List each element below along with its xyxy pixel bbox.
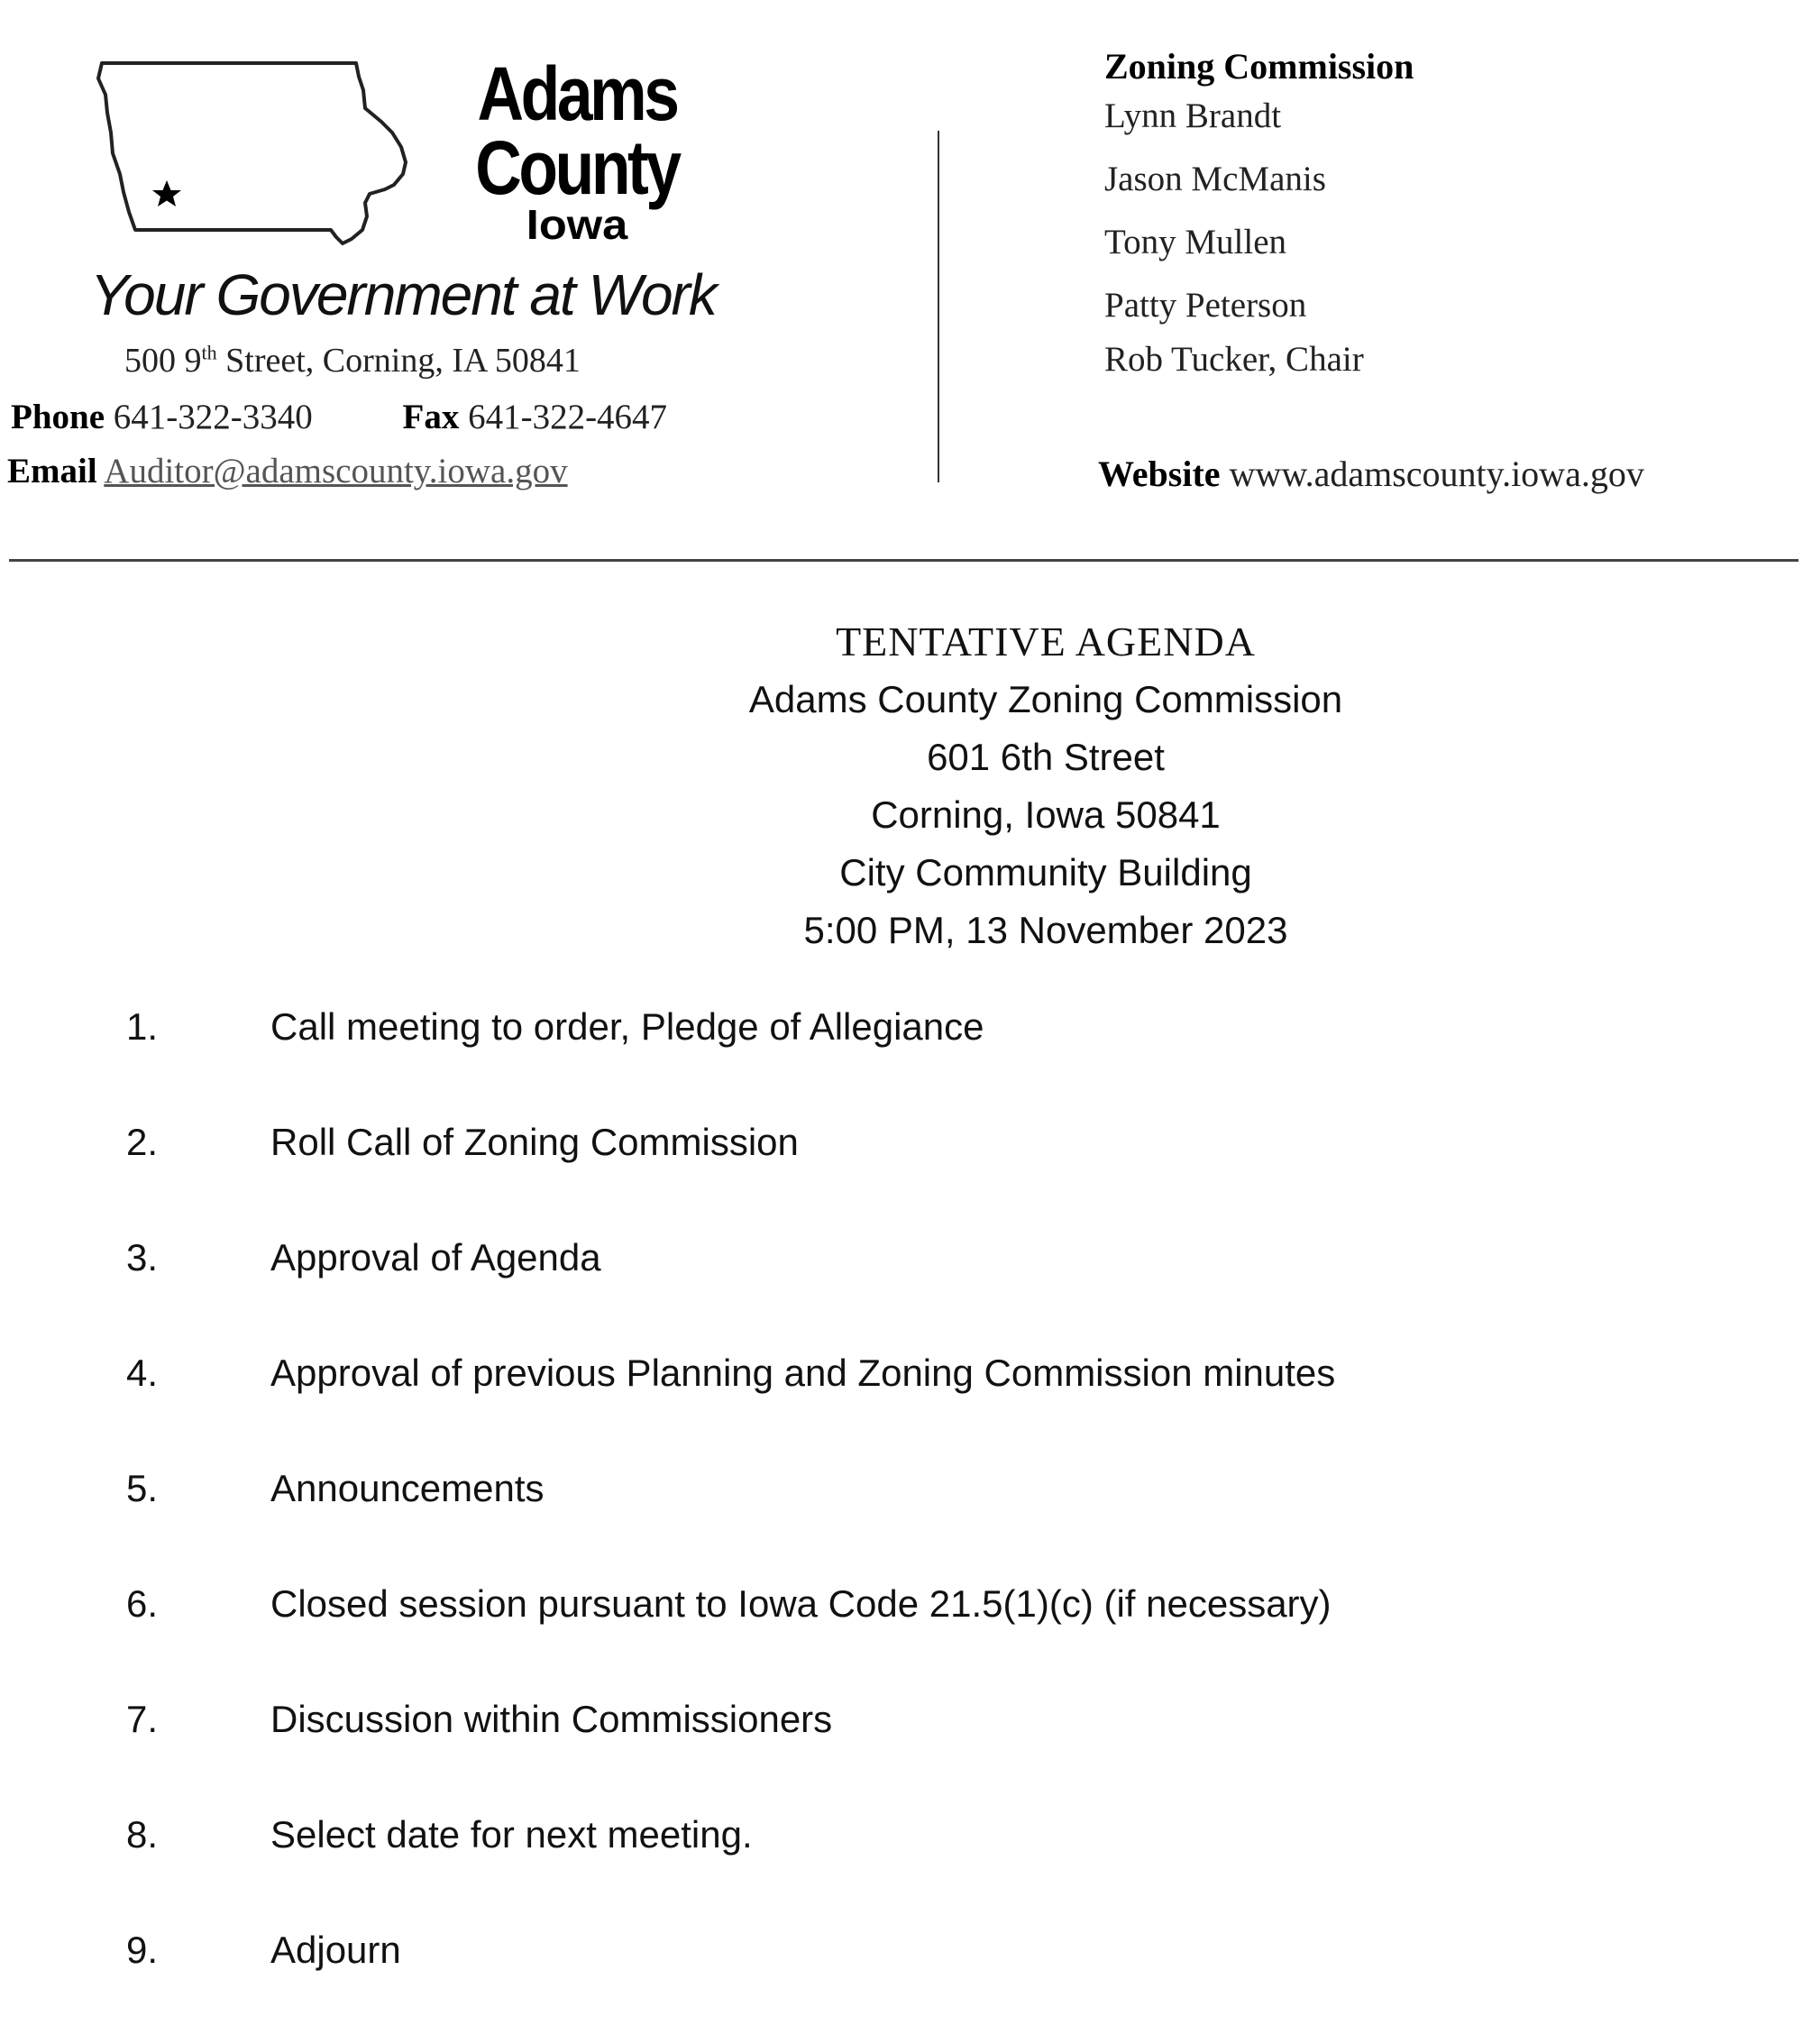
agenda-address: 601 6th Street <box>927 736 1165 778</box>
header-rule <box>9 559 1798 562</box>
agenda-item <box>126 1352 1749 1467</box>
item-text: Call meeting to order, Pledge of Allegiance <box>270 1005 984 1048</box>
agenda-item <box>126 1005 1749 1121</box>
item-number: 3. <box>126 1236 159 1279</box>
address-number: 500 9 <box>124 342 202 380</box>
item-number: 4. <box>126 1352 159 1394</box>
item-number: 8. <box>126 1813 159 1856</box>
address-suffix: th <box>201 341 217 364</box>
item-number: 5. <box>126 1467 159 1509</box>
item-text: Announcements <box>270 1467 545 1509</box>
agenda-header <box>541 613 1551 959</box>
agenda-datetime: 5:00 PM, 13 November 2023 <box>803 909 1288 951</box>
logo-line-adams: Adams <box>477 51 677 136</box>
agenda-item <box>126 1929 1749 2044</box>
item-number: 9. <box>126 1929 159 1971</box>
agenda-venue: City Community Building <box>839 851 1252 894</box>
website-link[interactable]: www.adamscounty.iowa.gov <box>1229 454 1644 494</box>
item-text: Approval of Agenda <box>270 1236 601 1279</box>
item-text: Discussion within Commissioners <box>270 1698 833 1740</box>
item-number: 6. <box>126 1582 159 1625</box>
contact-phone-fax <box>11 397 667 437</box>
email-label: Email <box>7 452 97 490</box>
phone-number: 641-322-3340 <box>113 398 313 436</box>
fax-label: Fax <box>402 398 460 436</box>
fax-number: 641-322-4647 <box>468 398 668 436</box>
agenda-item <box>126 1467 1749 1582</box>
item-text: Approval of previous Planning and Zoning Commission minutes <box>270 1352 1336 1394</box>
commission-roster <box>1104 45 1414 405</box>
agenda-item <box>126 1813 1749 1929</box>
commission-member: Lynn Brandt <box>1104 96 1282 135</box>
item-number: 2. <box>126 1121 159 1163</box>
header-divider <box>938 131 939 482</box>
agenda-item <box>126 1582 1749 1698</box>
item-text: Adjourn <box>270 1929 401 1971</box>
address-rest: Street, Corning, IA 50841 <box>216 342 581 380</box>
county-logo-text <box>446 51 708 248</box>
commission-member: Patty Peterson <box>1104 286 1307 325</box>
item-number: 1. <box>126 1005 159 1048</box>
contact-email <box>7 451 568 491</box>
commission-heading: Zoning Commission <box>1104 46 1414 87</box>
commission-member: Rob Tucker, Chair <box>1104 340 1364 379</box>
agenda-item <box>126 1236 1749 1352</box>
logo-line-county: County <box>475 125 679 210</box>
agenda-items <box>126 1005 1749 2044</box>
phone-label: Phone <box>11 398 105 436</box>
agenda-title: TENTATIVE AGENDA <box>836 619 1256 665</box>
item-number: 7. <box>126 1698 159 1740</box>
agenda-body-name: Adams County Zoning Commission <box>748 678 1343 720</box>
item-text: Closed session pursuant to Iowa Code 21.5(1)(c) (if necessary) <box>270 1582 1332 1625</box>
star-icon <box>152 180 181 206</box>
contact-website <box>1098 453 1644 495</box>
iowa-map-icon <box>95 59 415 252</box>
office-address <box>124 341 581 380</box>
agenda-city: Corning, Iowa 50841 <box>871 793 1221 836</box>
item-text: Roll Call of Zoning Commission <box>270 1121 799 1163</box>
tagline: Your Government at Work <box>90 262 716 327</box>
website-label: Website <box>1098 454 1221 494</box>
agenda-item <box>126 1121 1749 1236</box>
commission-member: Jason McManis <box>1104 160 1326 198</box>
commission-member: Tony Mullen <box>1104 223 1287 261</box>
agenda-item <box>126 1698 1749 1813</box>
item-text: Select date for next meeting. <box>270 1813 753 1856</box>
logo-line-iowa: Iowa <box>526 201 628 248</box>
email-link[interactable]: Auditor@adamscounty.iowa.gov <box>104 452 568 490</box>
